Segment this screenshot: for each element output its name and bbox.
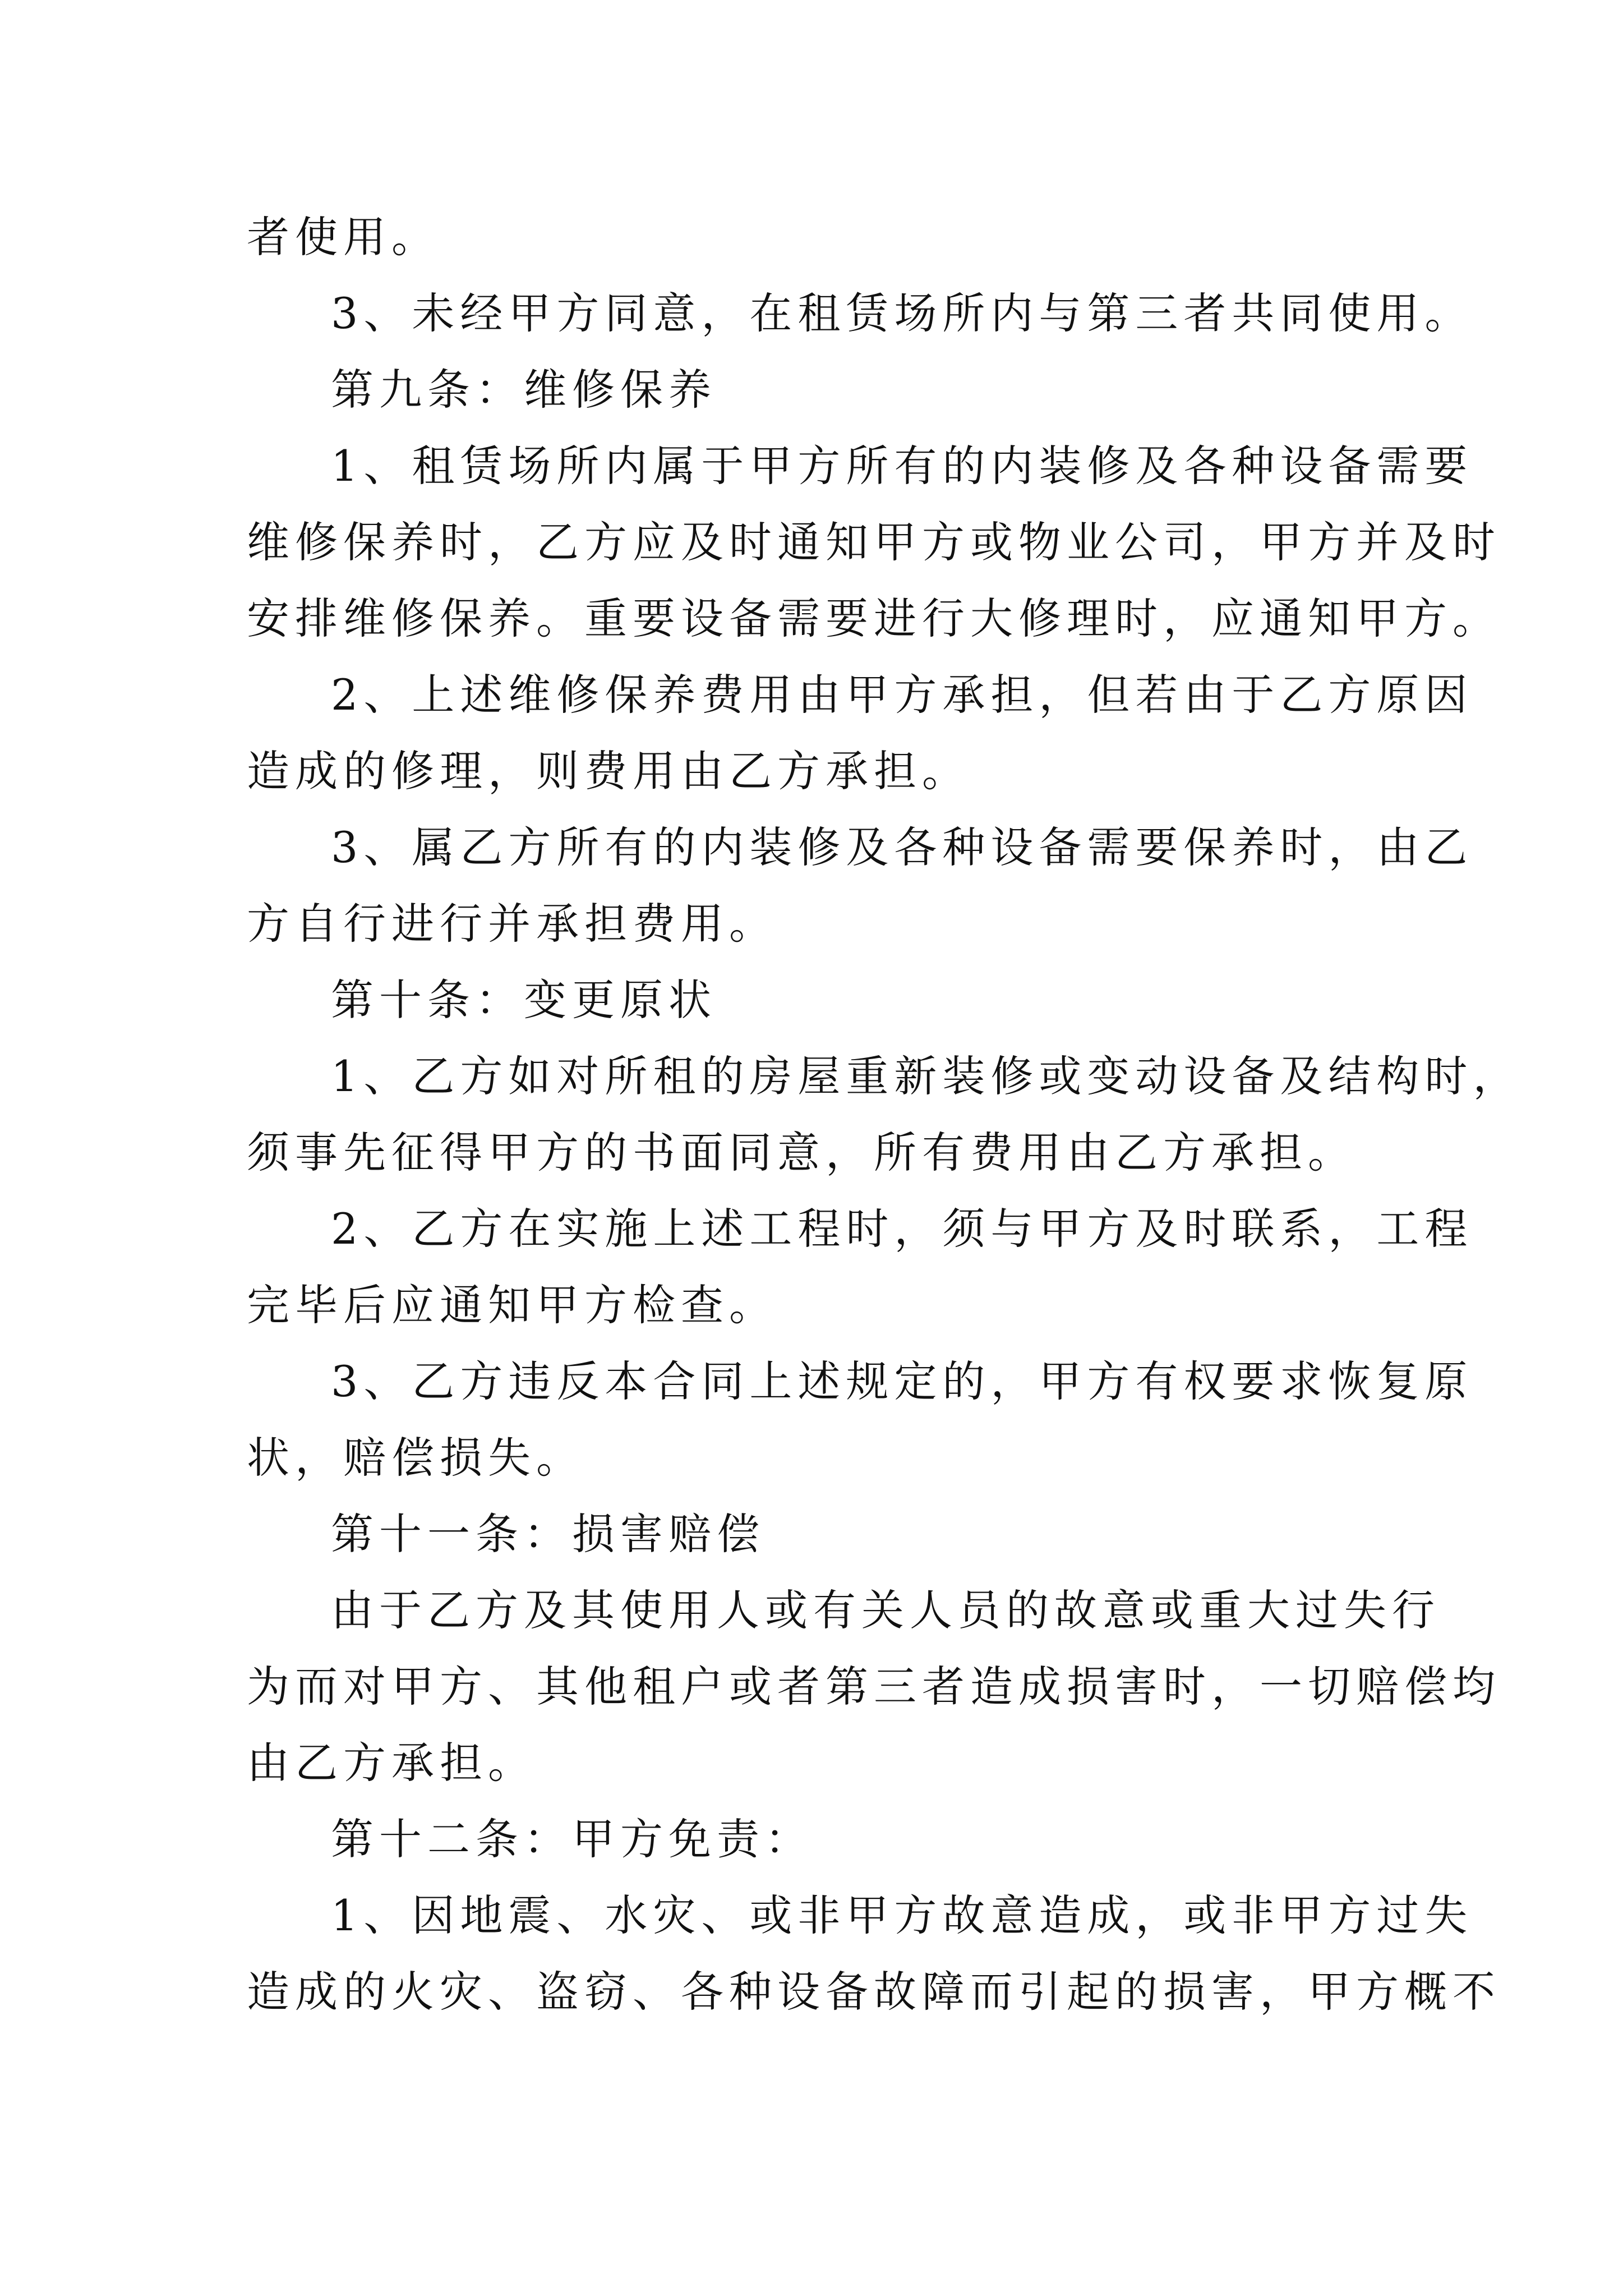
text-line: 1、租赁场所内属于甲方所有的内装修及各种设备需要 [331, 441, 1473, 491]
text-line: 者使用。 [247, 212, 440, 262]
section-heading: 第九条：维修保养 [331, 365, 717, 415]
text-line: 须事先征得甲方的书面同意，所有费用由乙方承担。 [247, 1128, 1356, 1177]
text-line: 2、上述维修保养费用由甲方承担，但若由于乙方原因 [331, 670, 1473, 720]
section-heading: 第十二条：甲方免责： [331, 1814, 813, 1864]
text-line: 3、属乙方所有的内装修及各种设备需要保养时，由乙 [331, 822, 1473, 872]
text-line: 1、乙方如对所租的房屋重新装修或变动设备及结构时， [331, 1051, 1521, 1101]
text-line: 安排维修保养。重要设备需要进行大修理时，应通知甲方。 [247, 593, 1501, 643]
text-line: 状，赔偿损失。 [247, 1433, 584, 1483]
text-line: 造成的修理，则费用由乙方承担。 [247, 746, 970, 796]
section-heading: 第十条：变更原状 [331, 975, 717, 1025]
text-line: 由乙方承担。 [247, 1738, 536, 1788]
text-line: 维修保养时，乙方应及时通知甲方或物业公司，甲方并及时 [247, 517, 1501, 567]
text-line: 为而对甲方、其他租户或者第三者造成损害时，一切赔偿均 [247, 1662, 1501, 1711]
text-line: 3、乙方违反本合同上述规定的，甲方有权要求恢复原 [331, 1356, 1473, 1406]
document-body [247, 199, 1521, 2030]
text-line: 造成的火灾、盗窃、各种设备故障而引起的损害，甲方概不 [247, 1967, 1501, 2017]
text-line: 1、因地震、水灾、或非甲方故意造成，或非甲方过失 [331, 1890, 1473, 1940]
text-line: 由于乙方及其使用人或有关人员的故意或重大过失行 [331, 1585, 1440, 1635]
text-line: 2、乙方在实施上述工程时，须与甲方及时联系，工程 [331, 1204, 1473, 1254]
text-line: 方自行进行并承担费用。 [247, 899, 777, 949]
text-line: 3、未经甲方同意，在租赁场所内与第三者共同使用。 [331, 288, 1473, 338]
text-line: 完毕后应通知甲方检查。 [247, 1280, 777, 1330]
section-heading: 第十一条：损害赔偿 [331, 1509, 765, 1559]
